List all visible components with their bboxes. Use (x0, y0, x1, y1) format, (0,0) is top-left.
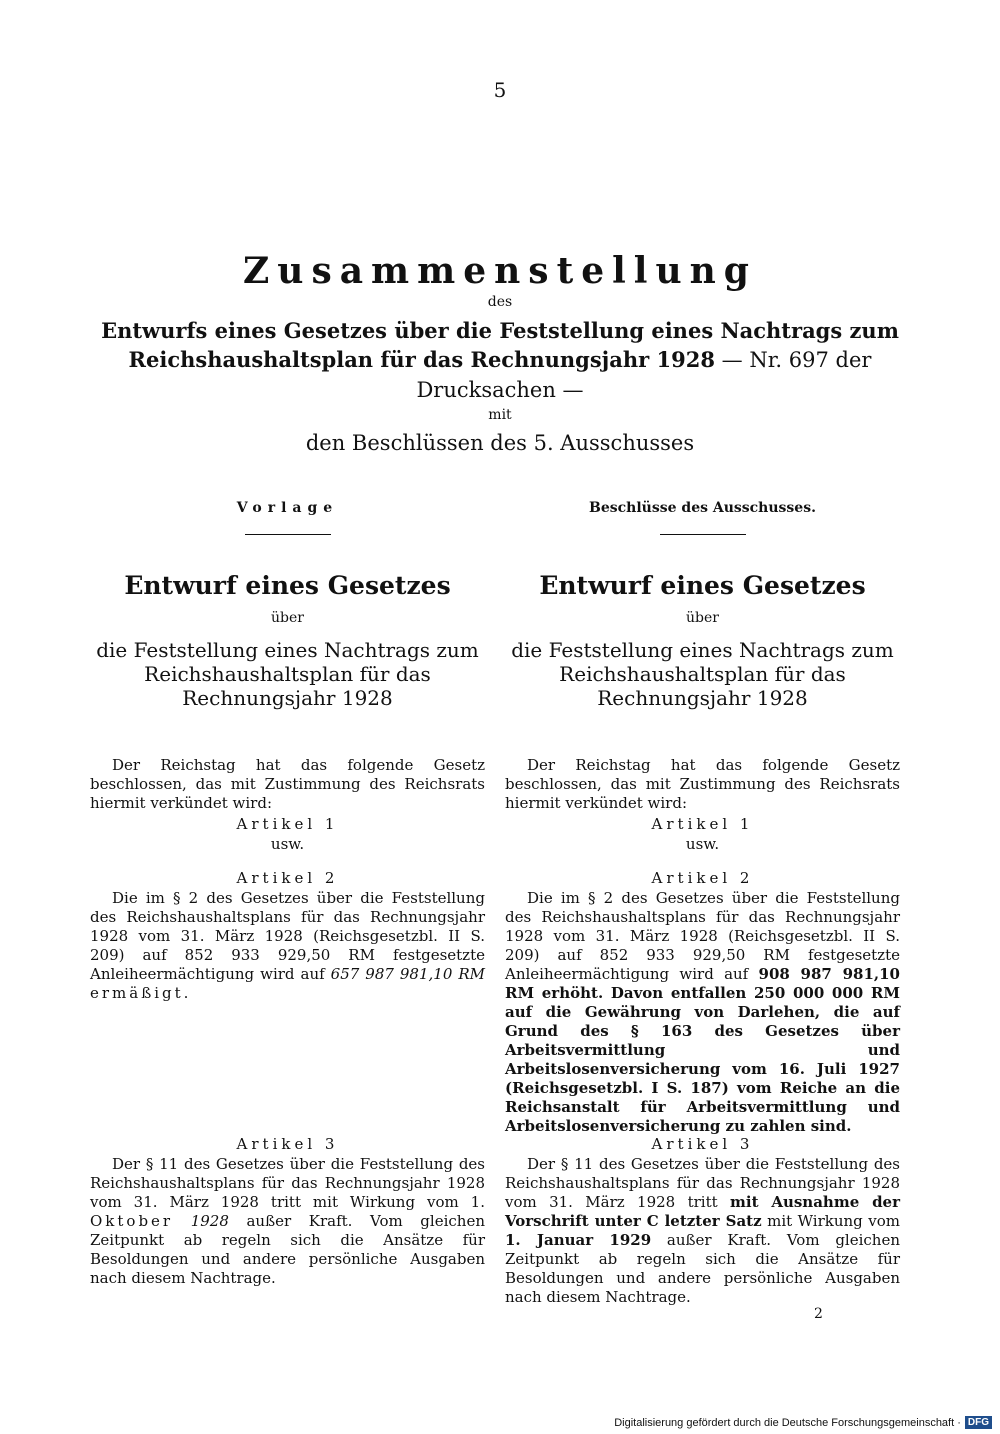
article-2-body: Die im § 2 des Gesetzes über die Feststellung des Reichshaushaltsplans für das Rechnungsjahr 1928 vom 31. März 1928 (Reichsgesetzbl. II S. 209) auf 852 933 929,50 RM festgesetzte Anleiheermächtigung wird auf (90, 889, 485, 983)
right-article-3 (505, 1133, 900, 1307)
des-connector: des (487, 294, 513, 310)
article-1-body: usw. (685, 835, 720, 853)
preamble: Der Reichstag hat das folgende Gesetz beschlossen, das mit Zustimmung des Reichsrats hiermit verkündet wird: (505, 756, 900, 812)
article-2-body: Die im § 2 des Gesetzes über die Feststellung des Reichshaushaltsplans für das Rechnungsjahr 1928 vom 31. März 1928 (Reichsgesetzbl. II S. 209) auf 852 933 929,50 RM festgesetzte Anleiheermächtigung wird auf (505, 889, 900, 983)
article-2-heading: Artikel 2 (236, 869, 339, 887)
article-3-part2: außer Kraft. Vom gleichen Zeitpunkt ab regeln sich die Ansätze für Besoldungen und andere persönliche Ausgaben nach diesem Nachtrage. (90, 1212, 485, 1287)
article-3-part3: außer Kraft. Vom gleichen Zeitpunkt ab regeln sich die Ansätze für Besoldungen und andere persönliche Ausgaben nach diesem Nachtrage. (505, 1231, 900, 1306)
article-2-text (505, 889, 900, 1136)
article-3-heading: Artikel 3 (651, 1135, 754, 1153)
heading-rule (660, 534, 746, 535)
mit-connector: mit (488, 407, 512, 423)
article-2-heading: Artikel 2 (651, 869, 754, 887)
dfg-logo: DFG (965, 1416, 992, 1429)
article-2-amount: 657 987 981,10 RM (330, 965, 486, 983)
page-number: 5 (493, 78, 507, 102)
left-article-3 (90, 1133, 485, 1288)
article-1-heading: Artikel 1 (651, 815, 754, 833)
column-heading-beschluesse: Beschlüsse des Ausschusses. (589, 500, 816, 516)
document-title: Zusammenstellung (243, 250, 757, 292)
article-3-text (90, 1155, 485, 1288)
preamble: Der Reichstag hat das folgende Gesetz beschlossen, das mit Zustimmung des Reichsrats hiermit verkündet wird: (90, 756, 485, 812)
article-3-month: Oktober (90, 1212, 174, 1230)
article-3-text (505, 1155, 900, 1307)
subtitle-tail: — Nr. 697 der Drucksachen — (416, 348, 872, 402)
article-3-date: 1. Januar 1929 (505, 1231, 652, 1249)
document-header (80, 250, 920, 455)
article-1-heading: Artikel 1 (236, 815, 339, 833)
law-subtitle: die Feststellung eines Nachtrags zum Reichshaushaltsplan für das Rechnungsjahr 1928 (511, 638, 894, 710)
article-3-heading: Artikel 3 (236, 1135, 339, 1153)
article-2-text (90, 889, 485, 1003)
committee-line: den Beschlüssen des 5. Ausschusses (305, 431, 695, 455)
article-2-end: ermäßigt. (90, 984, 192, 1002)
column-heading-vorlage: Vorlage (236, 500, 339, 516)
ueber-connector: über (686, 610, 719, 626)
document-subtitle (80, 316, 920, 405)
digitization-footer (614, 1416, 992, 1429)
law-subtitle: die Feststellung eines Nachtrags zum Reichshaushaltsplan für das Rechnungsjahr 1928 (96, 638, 479, 710)
law-title: Entwurf eines Gesetzes (124, 571, 451, 600)
ueber-connector: über (271, 610, 304, 626)
subtitle-bold: Entwurfs eines Gesetzes über die Feststellung eines Nachtrags zum Reichshaushaltsplan für das Rechnungsjahr 1928 (101, 318, 899, 372)
footer-text: Digitalisierung gefördert durch die Deutsche Forschungsgemeinschaft · (614, 1416, 961, 1429)
law-title: Entwurf eines Gesetzes (539, 571, 866, 600)
signature-number: 2 (814, 1306, 823, 1322)
heading-rule (245, 534, 331, 535)
left-column-vorlage (90, 500, 485, 1003)
article-3-exception: mit Ausnahme der Vorschrift unter C letzter Satz (505, 1193, 900, 1230)
article-2-amendment: 908 987 981,10 RM erhöht. Davon entfallen 250 000 000 RM auf die Gewährung von Darlehen, die auf Grund des § 163 des Gesetzes über Arbeitsvermittlung und Arbeitslosenversicherung vom 16. Juli 1927 (Reichsgesetzbl. I S. 187) vom Reiche an die Reichsanstalt für Arbeitsvermittlung und Arbeitslosenversicherung zu zahlen sind. (505, 965, 900, 1135)
right-column-beschluesse (505, 500, 900, 1136)
article-3-part2: mit Wirkung vom (761, 1212, 900, 1230)
article-1-body: usw. (270, 835, 305, 853)
article-3-year: 1928 (190, 1212, 229, 1230)
article-3-part1: Der § 11 des Gesetzes über die Feststellung des Reichshaushaltsplans für das Rechnungsjahr 1928 vom 31. März 1928 tritt mit Wirkung vom 1. (90, 1155, 485, 1211)
article-3-part1: Der § 11 des Gesetzes über die Feststellung des Reichshaushaltsplans für das Rechnungsjahr 1928 vom 31. März 1928 tritt (505, 1155, 900, 1211)
